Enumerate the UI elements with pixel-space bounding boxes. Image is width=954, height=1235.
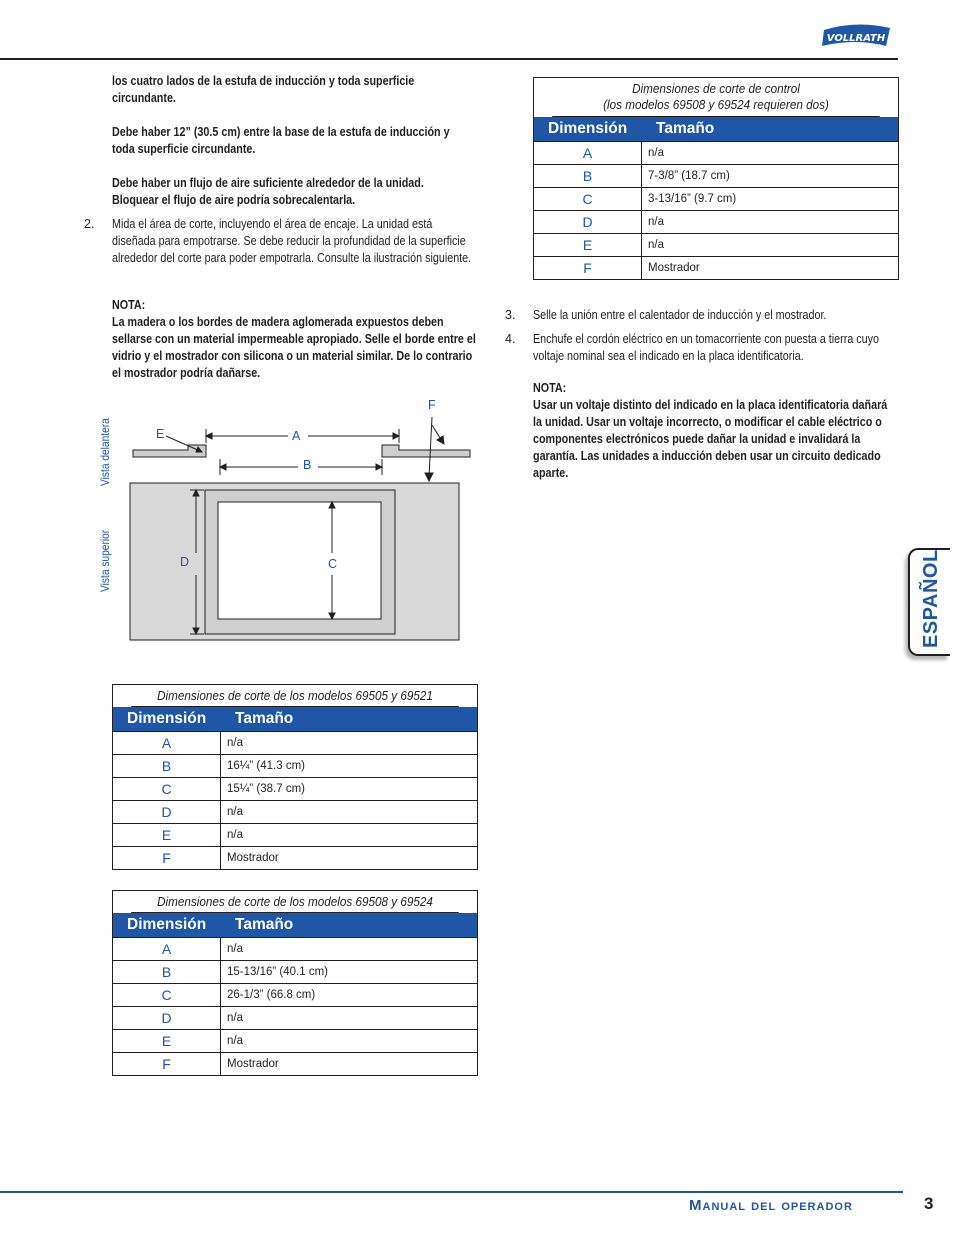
cell-dimension: F — [113, 847, 221, 869]
cell-dimension: A — [113, 732, 221, 754]
header-rule — [0, 58, 898, 60]
table-row — [113, 1029, 477, 1052]
table-header — [113, 707, 477, 732]
language-tab-label: ESPAÑOL — [920, 549, 942, 648]
leader-f — [425, 417, 444, 481]
cell-size: n/a — [227, 829, 243, 841]
footer-title: Manual del operador — [689, 1197, 853, 1214]
table-row — [534, 210, 898, 233]
table-row — [534, 142, 898, 164]
table-row — [113, 823, 477, 846]
cell-dimension: D — [113, 801, 221, 823]
dimension-line-b — [220, 459, 382, 475]
table-body — [113, 732, 477, 869]
label-f: F — [428, 398, 436, 412]
table-row — [113, 754, 477, 777]
table-row — [113, 732, 477, 754]
header-size: Tamaño — [656, 120, 715, 137]
cell-size: 7-3/8” (18.7 cm) — [648, 170, 730, 182]
cell-size: n/a — [227, 1012, 243, 1024]
cell-size: n/a — [648, 147, 664, 159]
cell-dimension: E — [113, 1030, 221, 1052]
cell-dimension: E — [113, 824, 221, 846]
cell-dimension: C — [534, 188, 642, 210]
cell-dimension: F — [534, 257, 642, 279]
cell-dimension: A — [113, 938, 221, 960]
cell-size: n/a — [227, 737, 243, 749]
cell-size: 15¼” (38.7 cm) — [227, 783, 305, 795]
paragraph-clearance-base: Debe haber 12” (30.5 cm) entre la base de la estufa de inducción y toda superficie circundante. — [112, 125, 450, 156]
header-dimension: Dimensión — [548, 120, 628, 137]
cell-size: 16¼” (41.3 cm) — [227, 760, 305, 772]
cell-dimension: C — [113, 778, 221, 800]
list-item-2-text: Mida el área de corte, incluyendo el área de encaje. La unidad está diseñada para empotrarse. Se debe reducir la profundidad de la superficie alrededor del corte para poder empotrarla. Consulte la ilustración siguiente. — [112, 217, 472, 265]
cell-size: n/a — [227, 943, 243, 955]
note-text-right: Usar un voltaje distinto del indicado en la placa identificatoria dañará la unidad. Usar un voltaje incorrecto, o modificar el cable eléctrico o componentes electrónicos puede dañar la unidad e invalidará la garantía. Las unidades a inducción deben usar un circuito dedicado aparte. — [533, 398, 888, 480]
caption-line-1: Dimensiones de corte de control — [632, 81, 800, 96]
cell-size: n/a — [648, 239, 664, 251]
table-header — [534, 117, 898, 142]
label-e: E — [156, 427, 165, 441]
table-control-cutout — [533, 77, 899, 280]
svg-text:VOLLRATH: VOLLRATH — [826, 33, 886, 44]
cell-size: 3-13/16” (9.7 cm) — [648, 193, 737, 205]
list-item-3-number: 3. — [505, 308, 516, 322]
cell-size: Mostrador — [227, 1058, 279, 1070]
table-caption: Dimensiones de corte de los modelos 69505 y 69521 — [131, 685, 459, 707]
cell-size: n/a — [227, 1035, 243, 1047]
front-view-countertop — [133, 445, 470, 457]
table-models-69505-69521 — [112, 684, 478, 870]
cell-size: n/a — [648, 216, 664, 228]
cell-dimension: F — [113, 1053, 221, 1075]
table-row — [113, 1052, 477, 1075]
list-item-4-text: Enchufe el cordón eléctrico en un tomacorriente con puesta a tierra cuyo voltaje nominal sea el indicado en la placa identificatoria. — [533, 332, 880, 363]
table-row — [534, 233, 898, 256]
cell-dimension: B — [113, 961, 221, 983]
note-title: NOTA: — [112, 298, 146, 312]
table-row — [113, 777, 477, 800]
cell-size: n/a — [227, 806, 243, 818]
label-a: A — [292, 429, 301, 443]
cell-size: 26-1/3” (66.8 cm) — [227, 989, 316, 1001]
cell-dimension: D — [534, 211, 642, 233]
table-row — [113, 983, 477, 1006]
table-caption — [552, 78, 880, 117]
table-models-69508-69524 — [112, 890, 478, 1076]
header-size: Tamaño — [235, 710, 294, 727]
footer-rule — [0, 1191, 903, 1193]
table-row — [113, 1006, 477, 1029]
label-c: C — [328, 557, 338, 571]
header-size: Tamaño — [235, 916, 294, 933]
paragraph-clearance-sides: los cuatro lados de la estufa de inducción y toda superficie circundante. — [112, 74, 415, 105]
caption-line-2: (los modelos 69508 y 69524 requieren dos) — [603, 97, 829, 112]
dimension-line-a — [206, 429, 399, 443]
table-row — [113, 960, 477, 983]
cell-size: Mostrador — [227, 852, 279, 864]
table-row — [113, 846, 477, 869]
table-row — [534, 256, 898, 279]
language-tab — [908, 548, 950, 656]
cell-dimension: B — [113, 755, 221, 777]
table-row — [534, 164, 898, 187]
table-row — [113, 800, 477, 823]
label-b: B — [303, 458, 312, 472]
list-item-2-number: 2. — [84, 217, 95, 231]
list-item-4-number: 4. — [505, 332, 516, 346]
table-caption: Dimensiones de corte de los modelos 69508 y 69524 — [131, 891, 459, 913]
note-text: La madera o los bordes de madera aglomerada expuestos deben sellarse con un material impermeable apropiado. Selle el borde entre el vidrio y el mostrador con silicona o un material similar. De lo contrario el mostrador podría dañarse. — [112, 315, 476, 380]
front-view-label: Vista delantera — [98, 418, 112, 486]
cell-dimension: E — [534, 234, 642, 256]
header-dimension: Dimensión — [127, 916, 207, 933]
table-row — [113, 938, 477, 960]
note-title-right: NOTA: — [533, 381, 567, 395]
cell-size: 15-13/16” (40.1 cm) — [227, 966, 328, 978]
cell-dimension: C — [113, 984, 221, 1006]
table-row — [534, 187, 898, 210]
table-header — [113, 913, 477, 938]
table-body — [534, 142, 898, 279]
cell-dimension: D — [113, 1007, 221, 1029]
table-body — [113, 938, 477, 1075]
cell-dimension: B — [534, 165, 642, 187]
vollrath-logo — [820, 22, 892, 52]
list-item-3-text: Selle la unión entre el calentador de inducción y el mostrador. — [533, 308, 827, 322]
paragraph-airflow: Debe haber un flujo de aire suficiente alrededor de la unidad. Bloquear el flujo de aire podría sobrecalentarla. — [112, 176, 424, 207]
top-view-label: Vista superior — [98, 529, 112, 592]
page-number: 3 — [924, 1194, 934, 1213]
cell-dimension: A — [534, 142, 642, 164]
cell-size: Mostrador — [648, 262, 700, 274]
label-d: D — [180, 555, 190, 569]
header-dimension: Dimensión — [127, 710, 207, 727]
